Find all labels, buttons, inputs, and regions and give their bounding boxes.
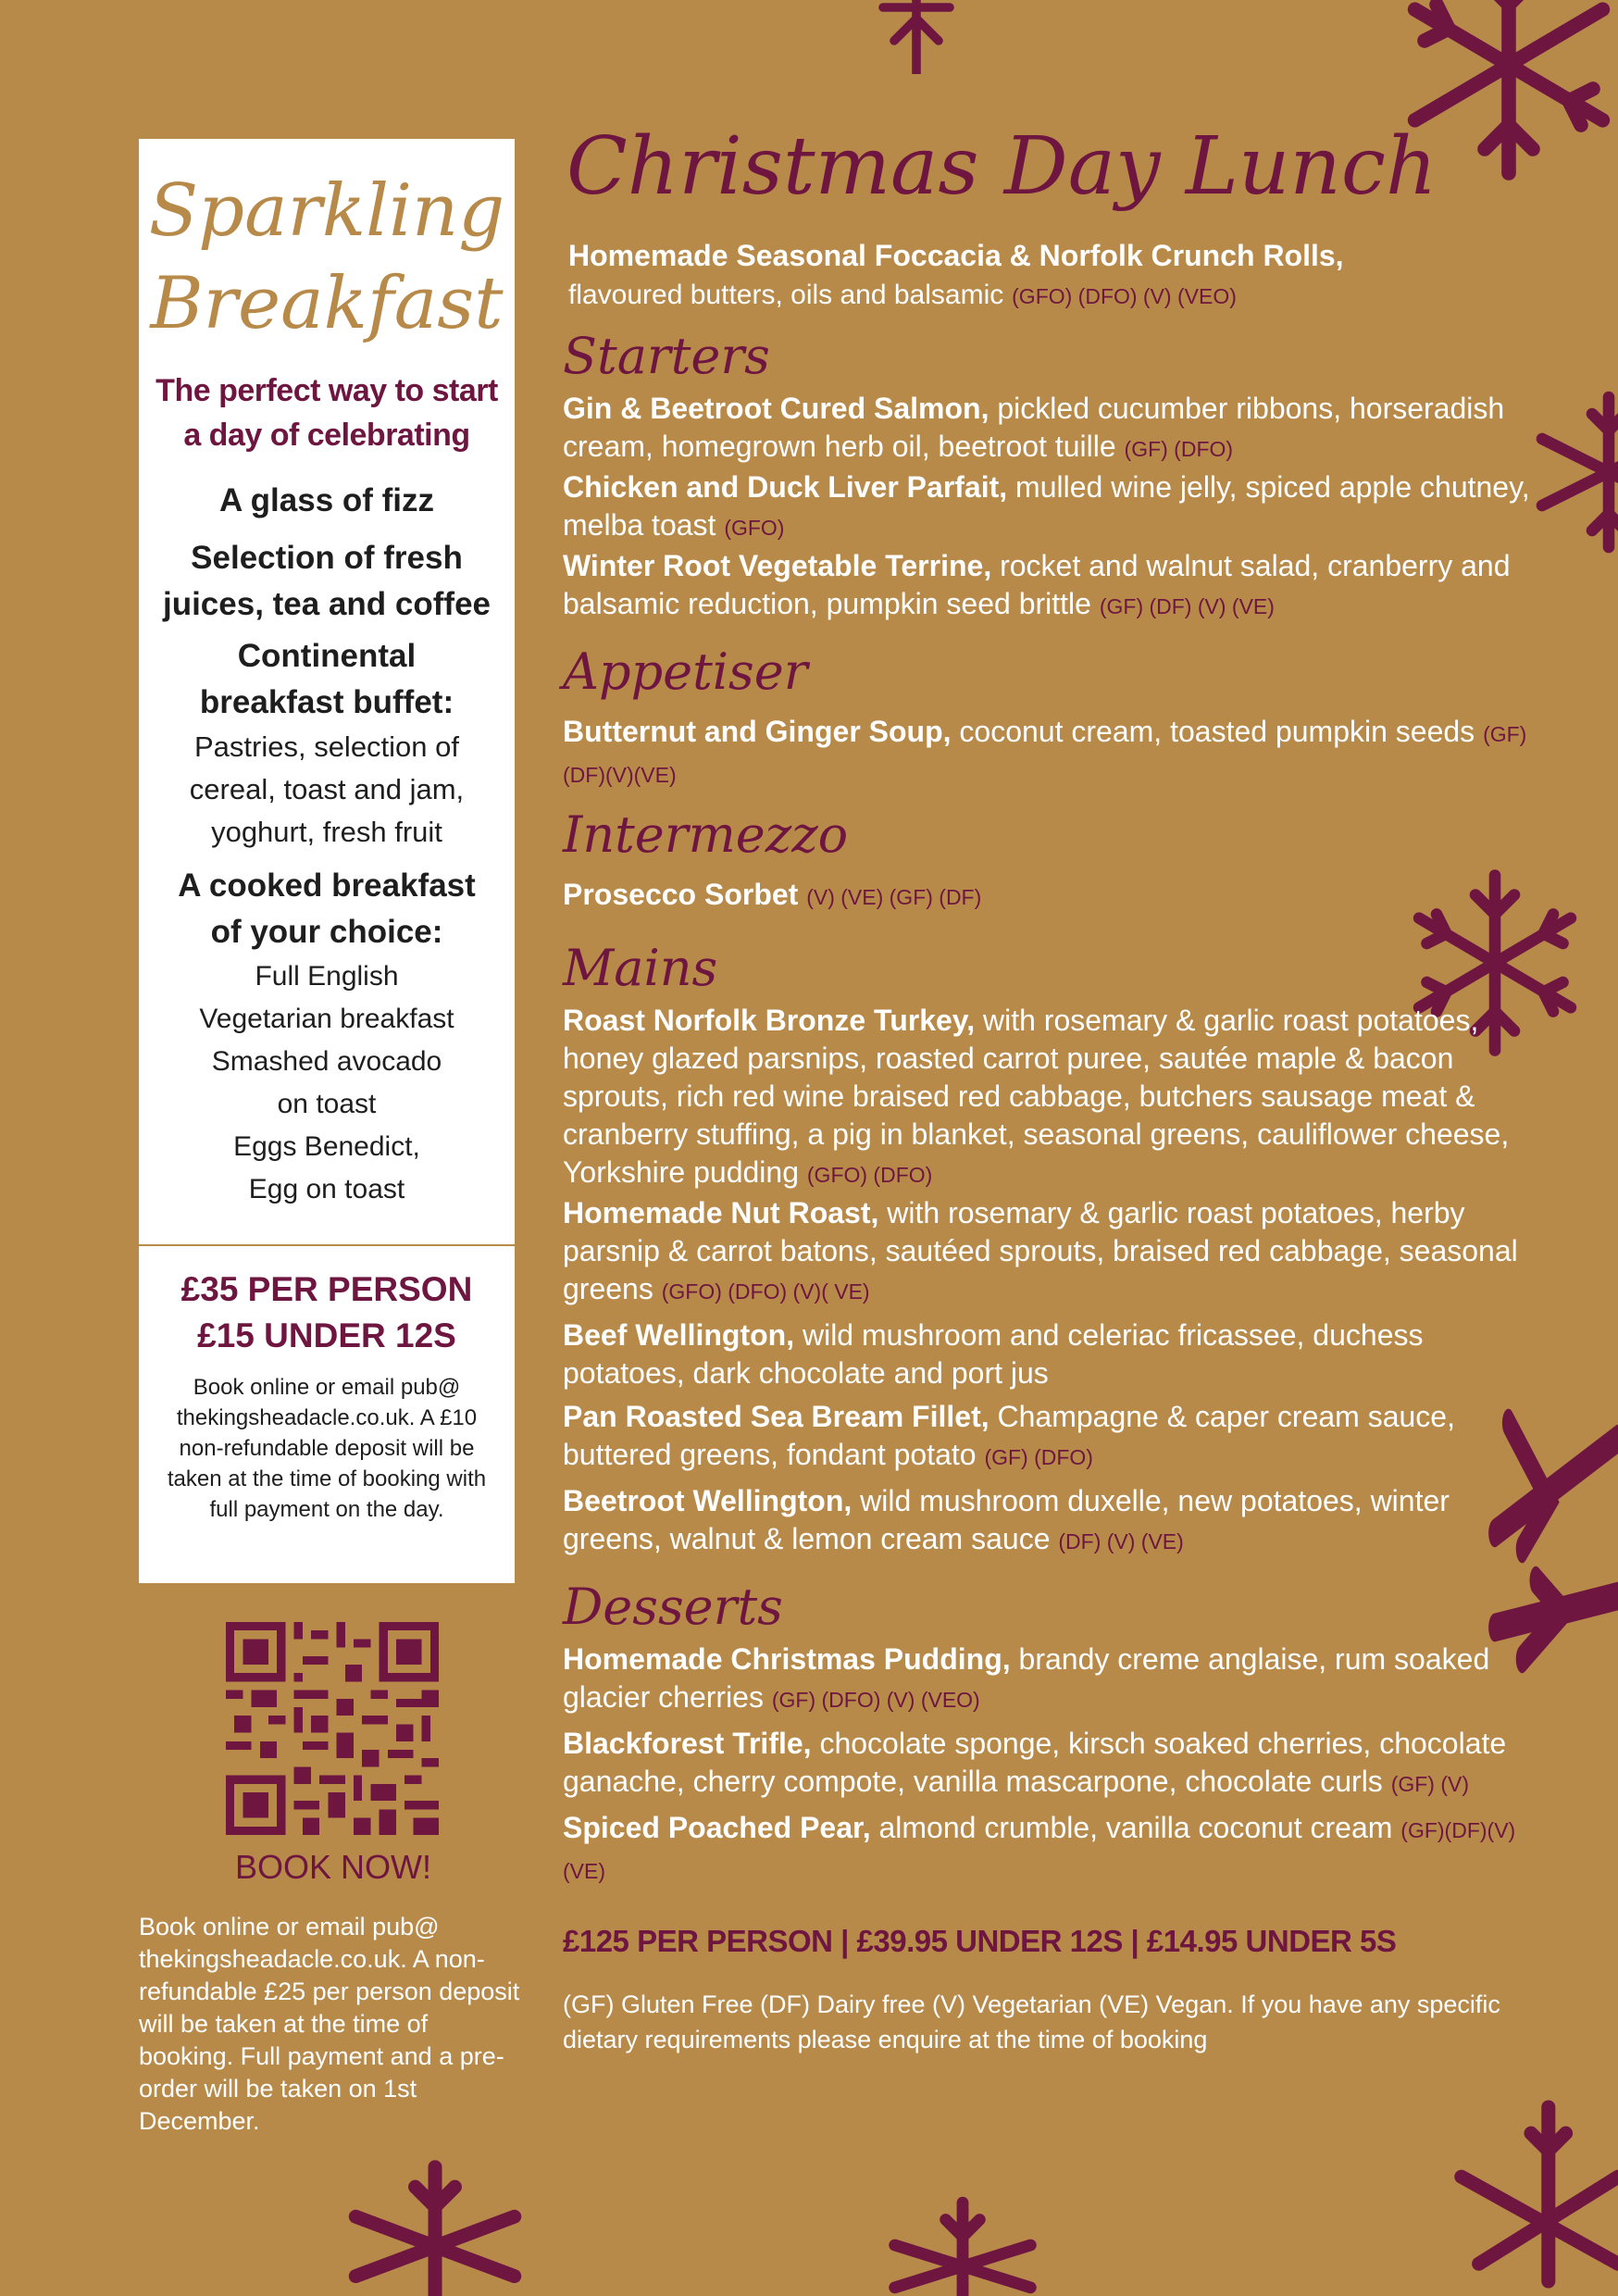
dietary-tags: (GFO) (DFO) — [806, 1163, 933, 1187]
dish-name: Winter Root Vegetable Terrine, — [563, 549, 992, 582]
dietary-tags: (DF) (V) (VE) — [1058, 1529, 1184, 1554]
dish-name: Pan Roasted Sea Bream Fillet, — [563, 1400, 989, 1433]
dish-name: Beetroot Wellington, — [563, 1484, 853, 1517]
dietary-tags: (GF) (DF) (V) (VE) — [1099, 594, 1275, 618]
list-item: Vegetarian breakfast — [199, 1004, 454, 1034]
dish-description: brandy creme anglaise, rum soaked glacier cherries — [563, 1642, 1490, 1714]
dish-name: Homemade Christmas Pudding, — [563, 1642, 1011, 1676]
fizz-heading: A glass of fizz — [218, 482, 435, 518]
breakfast-tagline: The perfect way to start a day of celebrating — [156, 373, 498, 453]
menu-item — [563, 468, 1544, 547]
menu-item — [563, 713, 1544, 794]
dietary-tags: (GF) (DFO) — [984, 1445, 1093, 1469]
list-item: Egg on toast — [248, 1174, 405, 1204]
dietary-tags: (GFO) (DFO) (V)( VE) — [661, 1279, 870, 1304]
section-title-desserts: Desserts — [563, 1578, 783, 1636]
cooked-list — [139, 955, 515, 1211]
cooked-heading: A cooked breakfast of your choice: — [178, 867, 476, 950]
juices-heading: Selection of fresh juices, tea and coffee — [162, 540, 492, 622]
dish-name: Spiced Poached Pear, — [563, 1811, 871, 1844]
menu-item — [563, 1002, 1544, 1194]
menu-item — [563, 1809, 1544, 1890]
dish-name: Prosecco Sorbet — [563, 878, 799, 911]
dish-description: mulled wine jelly, spiced apple chutney, melba toast — [563, 470, 1530, 542]
menu-item — [563, 390, 1544, 468]
dish-description: Champagne & caper cream sauce, buttered greens, fondant potato — [563, 1400, 1455, 1471]
list-item: Pastries, selection of — [193, 730, 460, 763]
lunch-prices: £125 PER PERSON | £39.95 UNDER 12S | £14.95 UNDER 5S — [563, 1924, 1397, 1958]
menu-item-bread — [568, 237, 1544, 316]
menu-item — [563, 1482, 1544, 1561]
dish-description: rocket and walnut salad, cranberry and balsamic reduction, pumpkin seed brittle — [563, 549, 1511, 620]
dietary-tags: (V) (VE) (GF) (DF) — [806, 885, 982, 909]
dish-description: pickled cucumber ribbons, horseradish cream, homegrown herb oil, beetroot tuille — [563, 392, 1505, 463]
sparkling-breakfast-panel — [139, 139, 515, 1583]
qr-code-icon[interactable] — [226, 1622, 439, 1835]
dietary-tags: (GF) (DFO) (V) (VEO) — [771, 1688, 980, 1712]
snowflake-icon — [870, 2194, 1055, 2296]
dietary-tags: (GF)(DF)(V)(VE) — [563, 1818, 1516, 1883]
menu-item — [563, 1641, 1544, 1719]
dietary-tags: (GF) (V) — [1390, 1772, 1469, 1796]
dish-name: Blackforest Trifle, — [563, 1727, 812, 1760]
dish-name: Beef Wellington, — [563, 1318, 795, 1352]
menu-item — [563, 1316, 1544, 1392]
list-item: cereal, toast and jam, — [189, 773, 465, 805]
dietary-tags: (GF)(DF)(V)(VE) — [563, 722, 1527, 787]
section-title-mains: Mains — [563, 939, 718, 997]
menu-item — [563, 547, 1544, 626]
menu-item — [563, 1725, 1544, 1803]
price-under-12s: £15 UNDER 12S — [197, 1316, 456, 1354]
dish-description: wild mushroom and celeriac fricassee, duchess potatoes, dark chocolate and port jus — [563, 1318, 1424, 1390]
snowflake-icon — [1444, 2092, 1618, 2296]
section-title-appetiser: Appetiser — [563, 643, 808, 701]
page-title: Christmas Day Lunch — [566, 120, 1438, 213]
dish-description: with rosemary & garlic roast potatoes, honey glazed parsnips, roasted carrot puree, sautée maple & bacon sprouts, rich red wine braised red cabbage, butchers sausage meat & cranberry stuffing, a pig in blanket, seasonal greens, cauliflower cheese, Yorkshire pudding — [563, 1004, 1510, 1189]
price-per-person: £35 PER PERSON — [180, 1270, 473, 1308]
dish-name: Butternut and Ginger Soup, — [563, 715, 952, 748]
menu-item — [563, 1194, 1544, 1311]
list-item: Full English — [255, 961, 399, 992]
continental-list — [139, 726, 515, 854]
breakfast-price-box — [139, 1246, 515, 1525]
dietary-tags: (GFO) — [724, 516, 785, 540]
dish-name: Roast Norfolk Bronze Turkey, — [563, 1004, 976, 1037]
snowflake-icon — [824, 0, 1009, 74]
dietary-tags: (GFO) (DFO) (V) (VEO) — [1012, 284, 1237, 308]
dish-name: Gin & Beetroot Cured Salmon, — [563, 392, 989, 425]
dish-description: flavoured butters, oils and balsamic — [568, 280, 1004, 310]
booking-note: Book online or email pub@ thekingsheadacle.co.uk. A non-refundable £25 per person deposit will be taken at the time of booking. Full payment and a pre-order will be taken on 1st December. — [139, 1913, 520, 2135]
dish-name: Homemade Seasonal Foccacia & Norfolk Crunch Rolls, — [568, 239, 1344, 272]
section-title-intermezzo: Intermezzo — [563, 805, 849, 864]
list-item: Smashed avocado — [211, 1046, 442, 1077]
breakfast-title: Sparkling Breakfast — [148, 169, 505, 345]
dietary-footnote: (GF) Gluten Free (DF) Dairy free (V) Vegetarian (VE) Vegan. If you have any specific dietary requirements please enquire at the time of booking — [563, 1990, 1500, 2053]
book-now-link[interactable]: BOOK NOW! — [234, 1848, 431, 1886]
section-title-starters: Starters — [563, 327, 770, 385]
breakfast-booking-note: Book online or email pub@ thekingsheadacle.co.uk. A £10 non-refundable deposit will be taken at the time of booking with full payment on the day. — [167, 1375, 487, 1522]
list-item: Eggs Benedict, — [233, 1131, 420, 1162]
menu-item — [563, 1398, 1544, 1477]
dish-description: wild mushroom duxelle, new potatoes, winter greens, walnut & lemon cream sauce — [563, 1484, 1450, 1555]
snowflake-icon — [333, 2157, 537, 2296]
dish-name: Homemade Nut Roast, — [563, 1196, 879, 1229]
list-item: yoghurt, fresh fruit — [211, 816, 442, 848]
christmas-menu — [563, 111, 1544, 2057]
dietary-tags: (GF) (DFO) — [1124, 437, 1234, 461]
continental-heading: Continental breakfast buffet: — [199, 638, 454, 720]
list-item: on toast — [277, 1089, 377, 1119]
dish-description: with rosemary & garlic roast potatoes, herby parsnip & carrot batons, sautéed sprouts, braised red cabbage, seasonal greens — [563, 1196, 1518, 1305]
menu-item — [563, 876, 1544, 917]
dish-name: Chicken and Duck Liver Parfait, — [563, 470, 1008, 504]
dish-description: chocolate sponge, kirsch soaked cherries, chocolate ganache, cherry compote, vanilla mascarpone, chocolate curls — [563, 1727, 1507, 1798]
dish-description: almond crumble, vanilla coconut cream — [878, 1811, 1393, 1844]
dish-description: coconut cream, toasted pumpkin seeds — [959, 715, 1475, 748]
